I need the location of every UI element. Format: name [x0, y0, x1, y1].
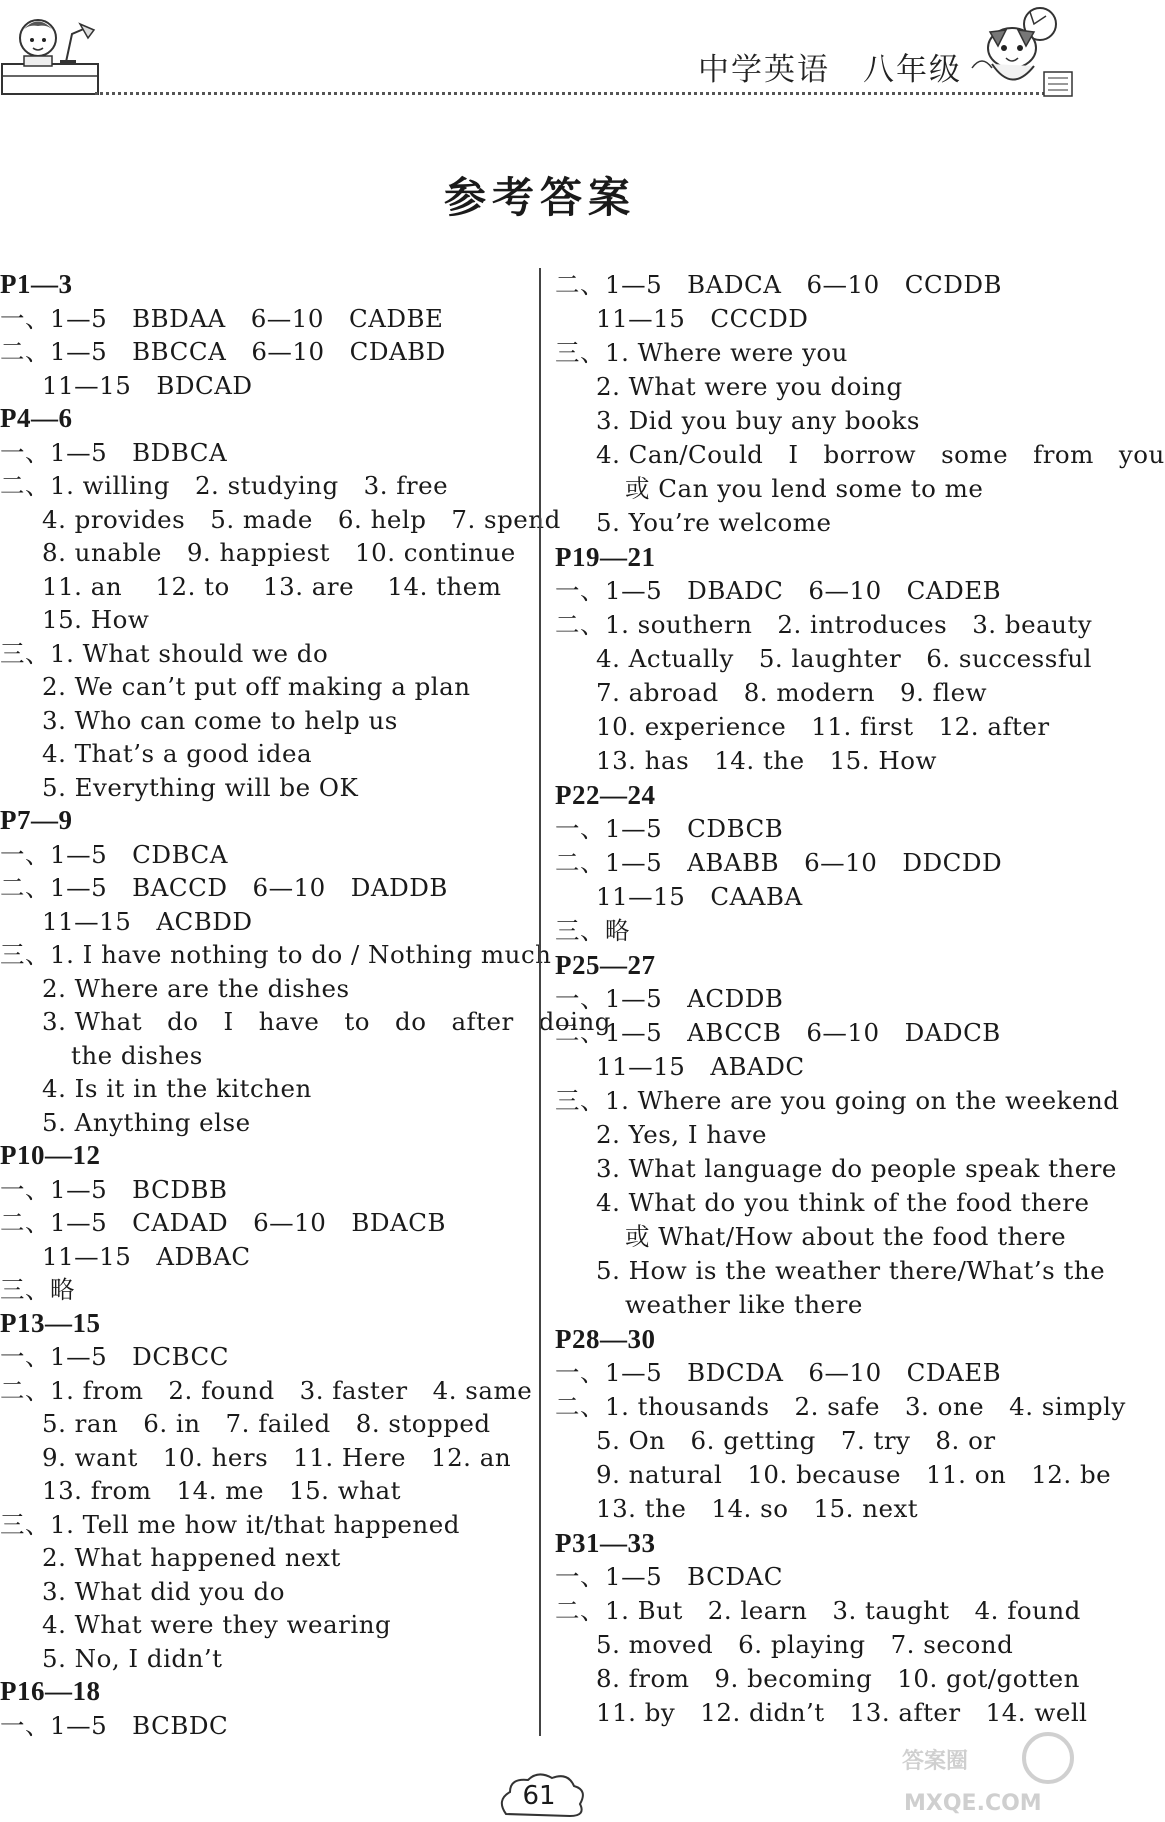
column-divider	[539, 268, 541, 1736]
answer-line: 2. Where are the dishes	[42, 973, 350, 1003]
answer-line: 二、1. thousands 2. safe 3. one 4. simply	[555, 1392, 1126, 1421]
page-header	[0, 0, 1080, 110]
fox-cartoon-illustration	[960, 2, 1076, 102]
answer-line: 2. We can’t put off making a plan	[42, 672, 471, 701]
watermark-bottom-text: MXQE.COM	[904, 1791, 1042, 1816]
section-heading: P31—33	[555, 1528, 656, 1558]
answer-line: 3. Who can come to help us	[42, 705, 398, 735]
answer-line: 13. has 14. the 15. How	[596, 746, 937, 775]
answer-line: 5. Everything will be OK	[42, 772, 359, 802]
section-heading: P25—27	[555, 950, 656, 980]
answer-line: 10. experience 11. first 12. after	[596, 712, 1050, 741]
answer-line: 一、1—5 BBDAA 6—10 CADBE	[0, 303, 444, 333]
answer-line: 4. Actually 5. laughter 6. successful	[596, 644, 1093, 673]
answer-line: 二、1—5 ABCCB 6—10 DADCB	[555, 1018, 1001, 1047]
answer-line: 4. provides 5. made 6. help 7. spend	[42, 504, 561, 534]
answer-column-right	[555, 268, 1165, 1730]
answer-line: 4. Is it in the kitchen	[42, 1074, 312, 1103]
section-heading: P10—12	[0, 1140, 101, 1170]
answer-line: 一、1—5 CDBCA	[0, 839, 228, 869]
section-heading: P16—18	[0, 1676, 101, 1706]
answer-line: 11—15 ADBAC	[42, 1241, 251, 1271]
page-title: 参考答案	[443, 173, 636, 222]
answer-line: 或 Can you lend some to me	[625, 474, 984, 503]
answer-line: 三、1. I have nothing to do / Nothing much	[0, 940, 552, 969]
answer-line: 4. Can/Could I borrow some from you	[596, 440, 1165, 469]
section-heading: P13—15	[0, 1307, 101, 1338]
answer-line: 二、1—5 BBCCA 6—10 CDABD	[0, 337, 446, 366]
answer-line: 11—15 CAABA	[596, 882, 803, 911]
answer-line: 二、1. from 2. found 3. faster 4. same	[0, 1375, 533, 1405]
answer-line: 3. What do I have to do after doing	[42, 1007, 611, 1036]
section-heading: P4—6	[0, 403, 73, 433]
answer-line: 三、1. Where were you	[555, 338, 848, 367]
answer-line: 3. What language do people speak there	[596, 1154, 1117, 1183]
answer-line: 二、1—5 CADAD 6—10 BDACB	[0, 1208, 446, 1237]
answer-line: 2. What happened next	[42, 1543, 341, 1572]
answer-line: 3. What did you do	[42, 1576, 285, 1606]
answer-line: 5. How is the weather there/What’s the	[596, 1256, 1106, 1285]
answer-line: 一、1—5 BDCDA 6—10 CDAEB	[555, 1358, 1002, 1387]
answer-line: 二、1—5 ABABB 6—10 DDCDD	[555, 848, 1003, 877]
answer-line: 一、1—5 DCBCC	[0, 1342, 230, 1371]
answer-line: 一、1—5 BCDAC	[555, 1562, 783, 1591]
answer-line: 11. by 12. didn’t 13. after 14. well	[596, 1698, 1088, 1727]
answer-line: 4. What do you think of the food there	[596, 1188, 1090, 1217]
answer-line: 5. You’re welcome	[596, 508, 832, 537]
section-heading: P7—9	[0, 805, 73, 835]
header-title: 中学英语 八年级	[698, 52, 962, 88]
answer-line: 2. Yes, I have	[596, 1120, 768, 1149]
section-heading: P1—3	[0, 269, 73, 299]
header-divider	[95, 92, 1068, 95]
answer-line: 15. How	[42, 605, 150, 634]
answer-line: 三、1. What should we do	[0, 638, 329, 668]
answer-line: 三、1. Where are you going on the weekend	[555, 1086, 1120, 1115]
answer-line: 7. abroad 8. modern 9. flew	[596, 678, 988, 707]
answer-line: 11. an 12. to 13. are 14. them	[42, 571, 502, 601]
answer-line: weather like there	[625, 1290, 863, 1319]
answer-line: 5. No, I didn’t	[42, 1643, 223, 1673]
answer-line: 13. the 14. so 15. next	[596, 1494, 919, 1523]
answer-line: 9. natural 10. because 11. on 12. be	[596, 1460, 1112, 1489]
answer-line: 三、略	[0, 1275, 75, 1304]
answer-line: 5. moved 6. playing 7. second	[596, 1630, 1014, 1659]
watermark-logo	[898, 1722, 1078, 1822]
answer-line: 一、1—5 BDBCA	[0, 437, 228, 467]
answer-line: 2. What were you doing	[596, 372, 903, 401]
answer-line: 11—15 ACBDD	[42, 906, 253, 936]
section-heading: P22—24	[555, 780, 656, 810]
girl-studying-illustration	[0, 4, 100, 99]
answer-line: 4. That’s a good idea	[42, 739, 313, 768]
answer-line: 一、1—5 BCDBB	[0, 1174, 228, 1204]
answer-line: 13. from 14. me 15. what	[42, 1476, 401, 1505]
answer-line: 5. On 6. getting 7. try 8. or	[596, 1426, 996, 1455]
answer-line: 8. unable 9. happiest 10. continue	[42, 538, 516, 567]
answer-line: 11—15 ABADC	[596, 1052, 805, 1081]
answer-line: 一、1—5 CDBCB	[555, 814, 784, 843]
answer-line: 二、1—5 BACCD 6—10 DADDB	[0, 873, 448, 902]
answer-line: 二、1. But 2. learn 3. taught 4. found	[555, 1596, 1081, 1625]
answer-line: 或 What/How about the food there	[625, 1222, 1067, 1251]
answer-line: 4. What were they wearing	[42, 1610, 392, 1639]
watermark-top-text: 答案圈	[902, 1749, 969, 1774]
answer-line: 三、略	[555, 916, 630, 945]
answer-line: 一、1—5 DBADC 6—10 CADEB	[555, 576, 1002, 605]
answer-line: 5. Anything else	[42, 1107, 251, 1137]
answer-line: 一、1—5 ACDDB	[555, 984, 784, 1013]
answer-line: 3. Did you buy any books	[596, 406, 920, 435]
answer-line: 11—15 CCCDD	[596, 304, 809, 333]
answer-line: 9. want 10. hers 11. Here 12. an	[42, 1442, 512, 1472]
answer-line: 11—15 BDCAD	[42, 370, 253, 400]
section-heading: P28—30	[555, 1324, 656, 1354]
answer-line: 8. from 9. becoming 10. got/gotten	[596, 1664, 1080, 1693]
answer-line: 二、1—5 BADCA 6—10 CCDDB	[555, 270, 1002, 299]
answer-line: 5. ran 6. in 7. failed 8. stopped	[42, 1409, 491, 1438]
answer-line: the dishes	[71, 1040, 203, 1070]
answer-line: 二、1. willing 2. studying 3. free	[0, 471, 449, 500]
answer-line: 二、1. southern 2. introduces 3. beauty	[555, 610, 1093, 639]
section-heading: P19—21	[555, 542, 656, 572]
answer-line: 三、1. Tell me how it/that happened	[0, 1509, 460, 1539]
answer-line: 一、1—5 BCBDC	[0, 1710, 229, 1740]
page-number: 61	[522, 1781, 556, 1811]
